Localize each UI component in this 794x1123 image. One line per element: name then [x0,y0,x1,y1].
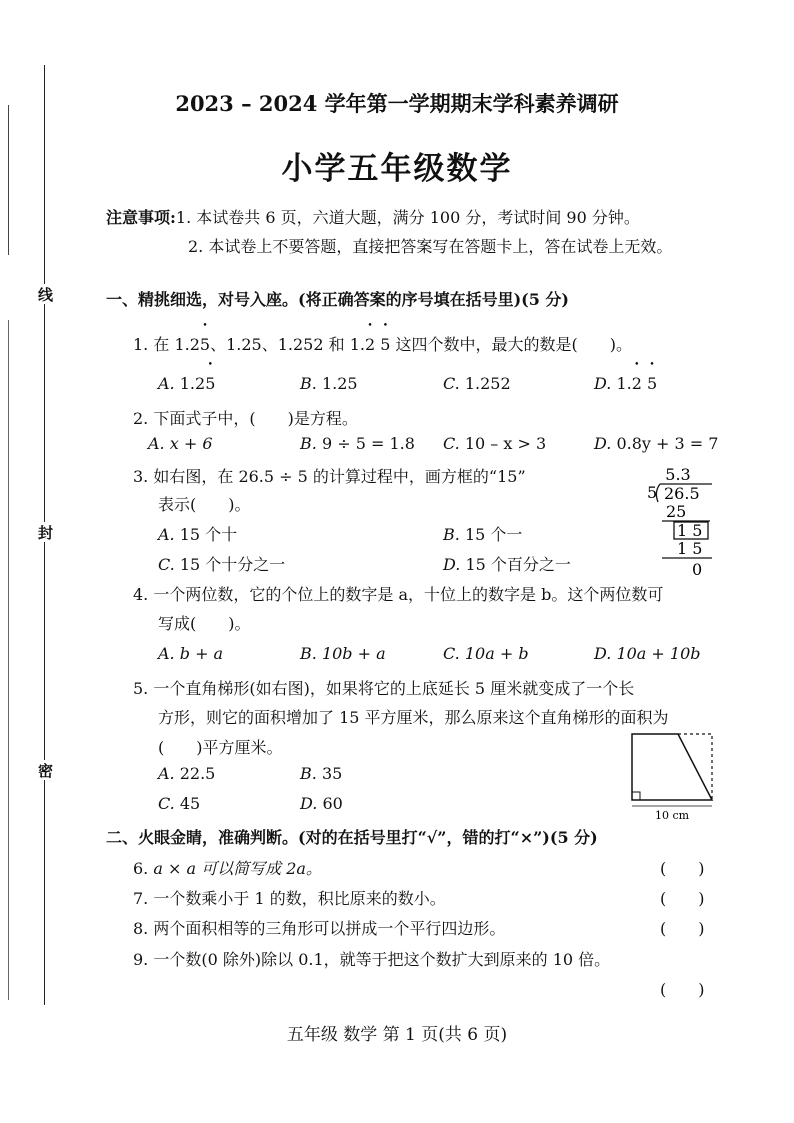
option-b: B. 10b + a [300,644,386,663]
question-3-line2: 表示( )。 [158,495,251,514]
question-5-line3: ( )平方厘米。 [158,738,283,757]
option-d: D. 0.8y + 3 = 7 [594,434,719,453]
answer-parentheses: ( ) [660,889,705,908]
division-step-1: 25 [666,502,687,521]
judge-item: 9. 一个数(0 除外)除以 0.1，就等于把这个数扩大到原来的 10 倍。 [133,950,611,969]
option-c: C. 10a + b [443,644,529,663]
answer-parentheses: ( ) [660,980,705,999]
binding-label-feng: 封 [36,522,54,542]
repeating-digit: • 5 [380,335,390,354]
question-2: 2. 下面式子中，( )是方程。 [133,409,358,428]
option-a: A. 15 个十 [158,525,238,544]
section-2-title: 二、火眼金睛，准确判断。(对的在括号里打“√”，错的打“×”)(5 分) [106,828,598,847]
judge-item: 6. a × a 可以简写成 2a。 [133,859,322,878]
option-d: D. 10a + 10b [594,644,701,663]
option-d: D. 15 个百分之一 [443,555,571,574]
option-a: A. 1.2• 5 [158,374,215,393]
division-dividend: 26.5 [664,484,700,503]
notice-label: 注意事项: [106,208,176,227]
repeating-digit: • 2 [365,335,375,354]
division-quotient: 5.3 [665,465,691,484]
option-a: A. b + a [158,644,224,663]
option-c: C. 1.252 [443,374,511,393]
option-c: C. 15 个十分之一 [158,555,286,574]
exam-title: 2023 – 2024 学年第一学期期末学科素养调研 [175,91,619,116]
question-4-line2: 写成( )。 [158,614,251,633]
right-angle-mark [632,792,640,800]
notice-line-2: 2. 本试卷上不要答题，直接把答案写在答题卡上，答在试卷上无效。 [188,237,673,256]
question-text: 在 1.2 [153,335,200,354]
option-d: D. 1.• 2 • 5 [594,374,657,393]
question-text: 、1.25、1.252 和 1. [210,335,365,354]
option-d: D. 60 [300,794,343,813]
question-3: 3. 如右图，在 26.5 ÷ 5 的计算过程中，画方框的“15” [133,467,526,486]
trapezoid-shape [632,734,712,800]
notice-line-1 [106,205,640,228]
option-b: B. 15 个一 [443,525,523,544]
question-5-line2: 方形，则它的面积增加了 15 平方厘米，那么原来这个直角梯形的面积为 [158,708,669,727]
question-5: 5. 一个直角梯形(如右图)，如果将它的上底延长 5 厘米就变成了一个长 [133,679,635,698]
option-c: C. 45 [158,794,201,813]
option-a: A. 22.5 [158,764,216,783]
section-1-title: 一、精挑细选，对号入座。(将正确答案的序号填在括号里)(5 分) [106,290,569,309]
division-divisor: 5 [647,483,658,502]
page-footer: 五年级 数学 第 1 页(共 6 页) [286,1025,508,1045]
option-a: A. x + 6 [148,434,213,453]
question-number: 1. [133,335,149,354]
margin-line [8,320,9,1000]
binding-label-mi: 密 [36,760,54,780]
option-b: B. 9 ÷ 5 = 1.8 [300,434,415,453]
notice-text: 1. 本试卷共 6 页，六道大题，满分 100 分，考试时间 90 分钟。 [175,208,640,227]
option-c: C. 10 – x > 3 [443,434,547,453]
option-b: B. 35 [300,764,343,783]
question-1 [133,332,632,355]
division-step-2: 1 5 [677,539,703,558]
judge-item: 7. 一个数乘小于 1 的数，积比原来的数小。 [133,889,446,908]
binding-label-xian: 线 [36,284,54,304]
division-boxed-value: 1 5 [677,521,703,540]
judge-item: 8. 两个面积相等的三角形可以拼成一个平行四边形。 [133,919,506,938]
long-division-figure [640,462,720,580]
question-4: 4. 一个两位数，它的个位上的数字是 a，十位上的数字是 b。这个两位数可 [133,585,664,604]
answer-parentheses: ( ) [660,919,705,938]
subject-title: 小学五年级数学 [281,151,513,187]
trapezoid-figure [628,730,720,822]
option-b: B. 1.25 [300,374,358,393]
base-length-label: 10 cm [654,809,690,822]
question-text: 这四个数中，最大的数是( )。 [395,335,633,354]
repeating-digit: • 5 [200,335,210,354]
answer-parentheses: ( ) [660,859,705,878]
division-remainder: 0 [692,560,703,579]
